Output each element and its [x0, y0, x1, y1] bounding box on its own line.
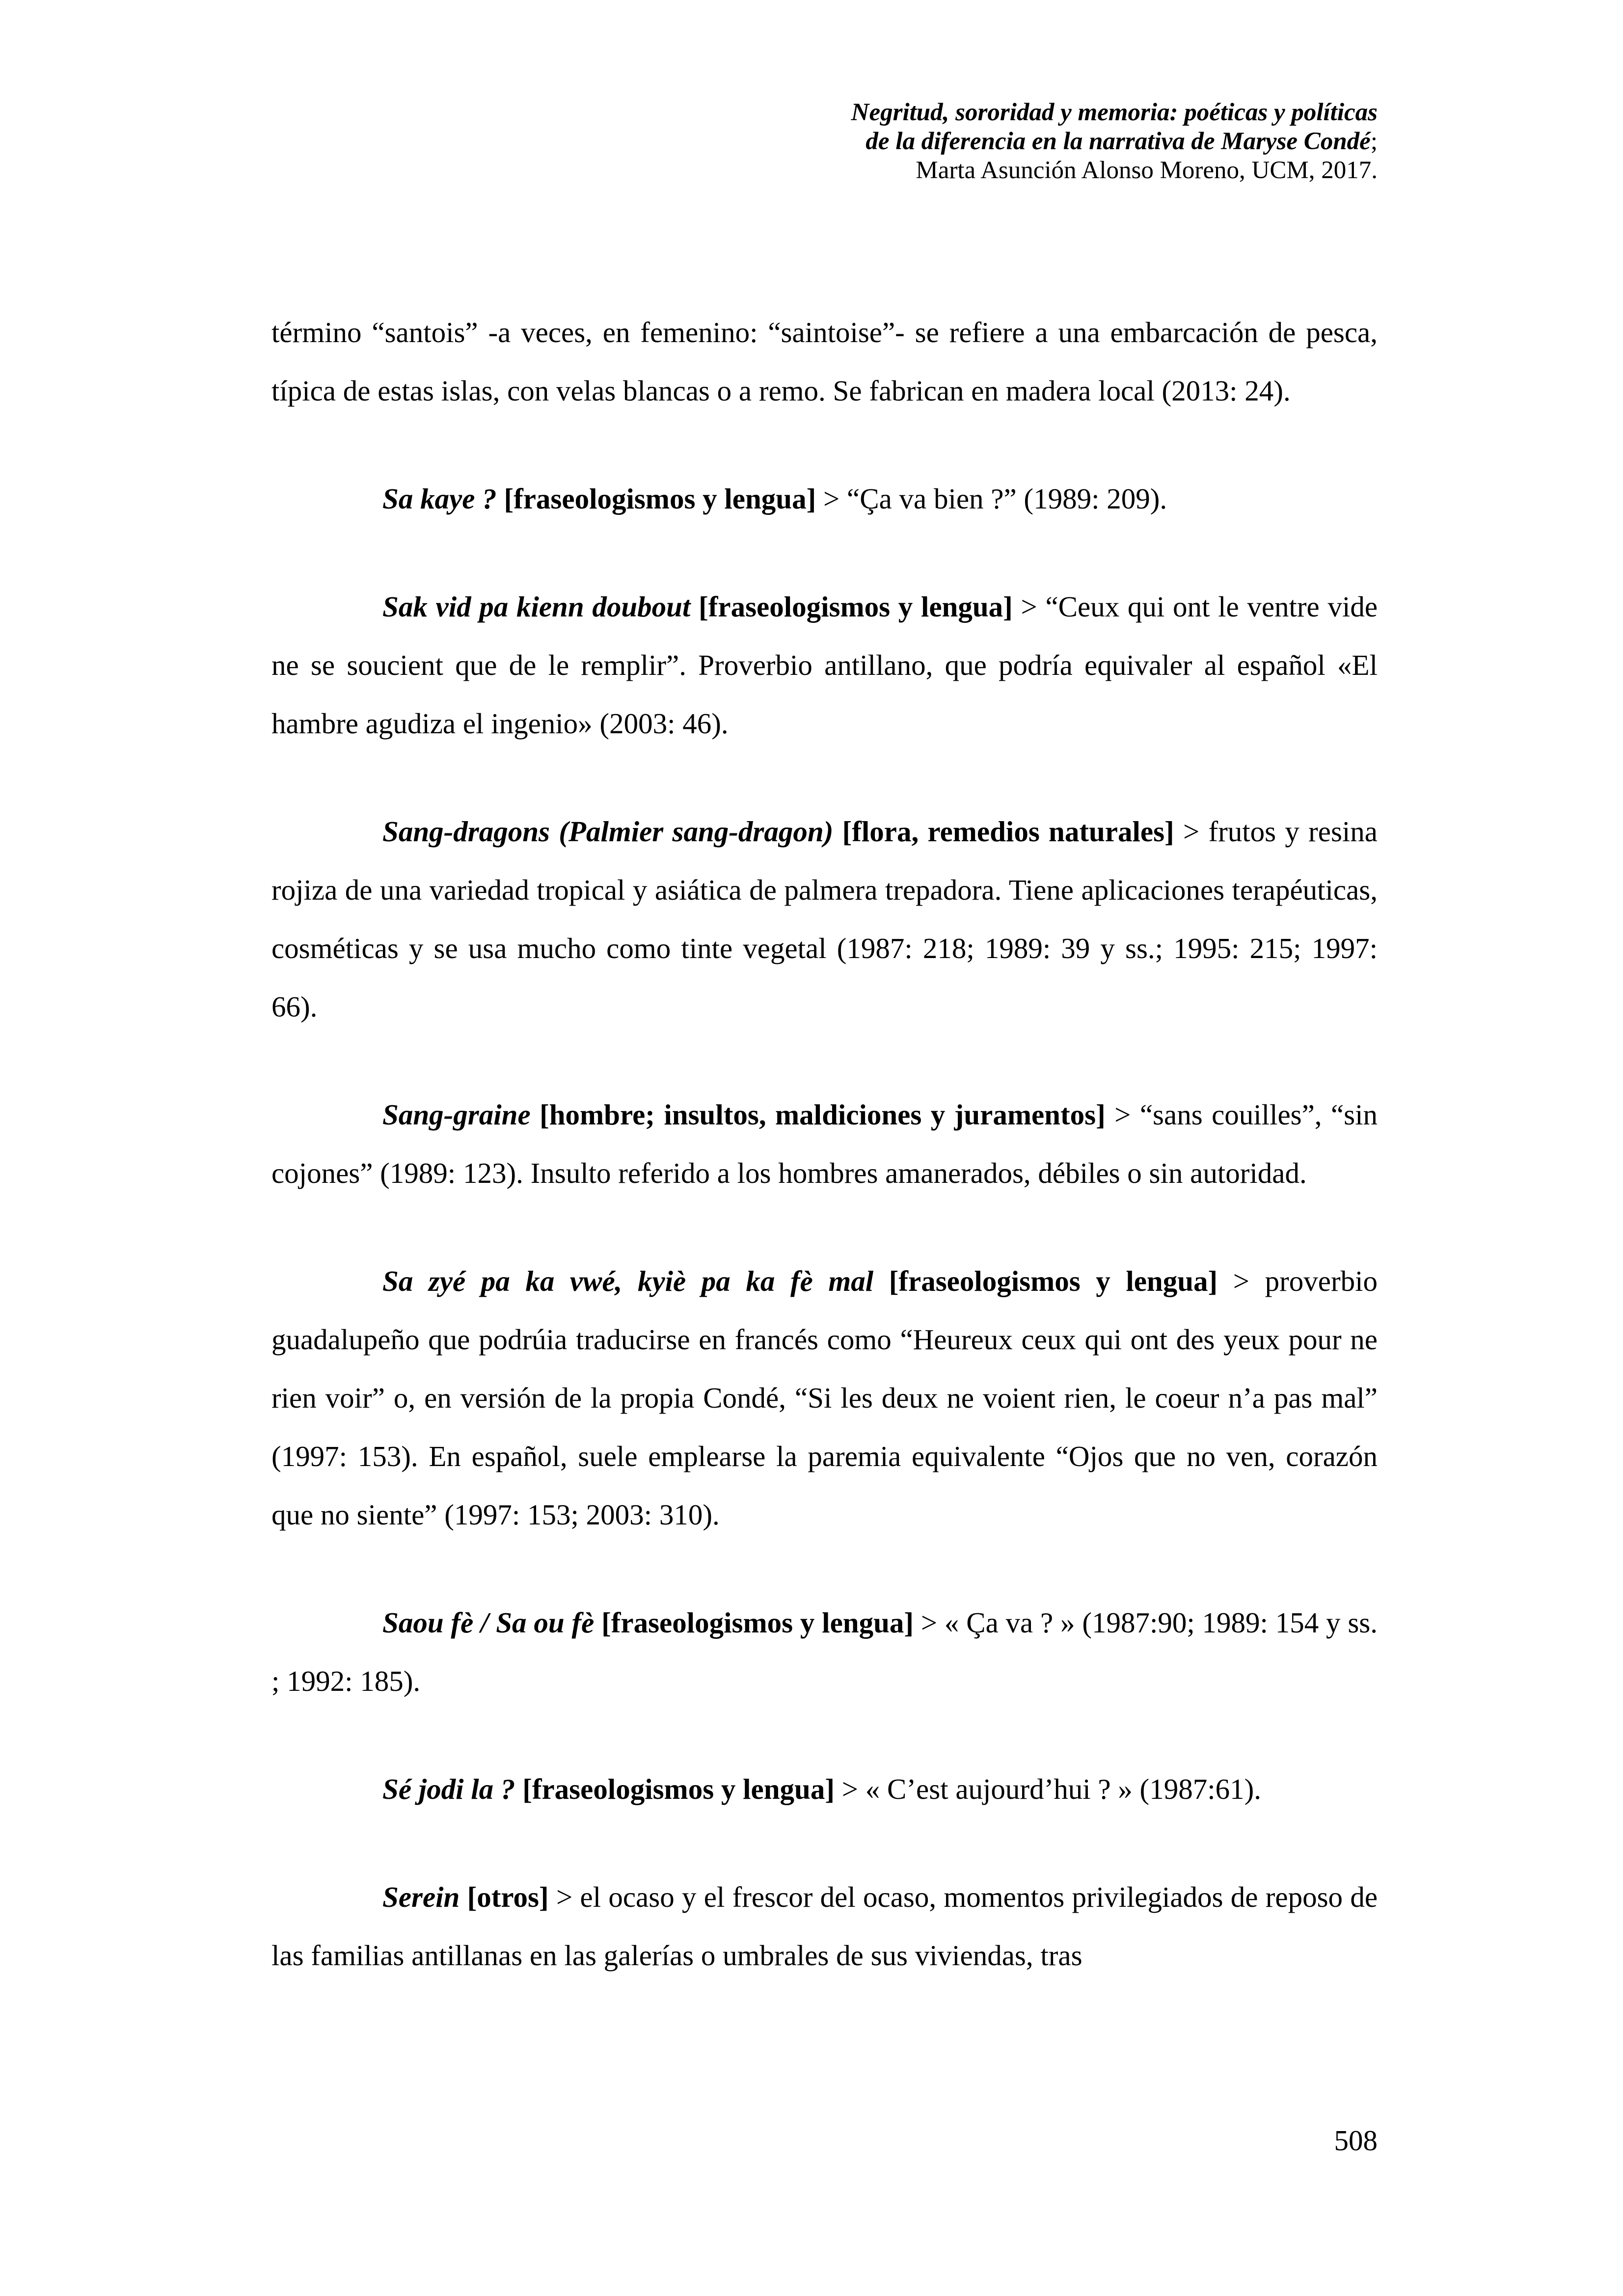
entry-category: [fraseologismos y lengua]	[601, 1606, 914, 1639]
glossary-entry	[271, 1594, 1378, 1710]
glossary-entry	[271, 1086, 1378, 1202]
running-header	[851, 98, 1378, 185]
entry-definition: > proverbio guadalupeño que podrúia traducirse en francés como “Heureux ceux qui ont des yeux pour ne rien voir” o, en versión de la propia Condé, “Si les deux ne voient rien, le coeur n’a pas mal” (1997: 153). En español, suele emplearse la paremia equivalente “Ojos que no ven, corazón que no siente” (1997: 153; 2003: 310).	[271, 1265, 1378, 1531]
entry-category: [fraseologismos y lengua]	[504, 482, 816, 515]
glossary-entry	[271, 802, 1378, 1036]
glossary-entry	[271, 1252, 1378, 1544]
entry-term: Serein	[382, 1881, 460, 1913]
entry-term: Sang-graine	[382, 1098, 531, 1131]
entry-category: [fraseologismos y lengua]	[699, 590, 1013, 623]
entry-definition: > “Ça va bien ?” (1989: 209).	[823, 482, 1167, 515]
header-title-line-1: Negritud, sororidad y memoria: poéticas y políticas	[851, 99, 1378, 126]
entry-definition: > « Ça va ? » (1987:90; 1989: 154 y ss. ; 1992: 185).	[271, 1606, 1378, 1697]
entry-category: [hombre; insultos, maldiciones y juramentos]	[540, 1098, 1106, 1131]
entry-definition: > frutos y resina rojiza de una variedad tropical y asiática de palmera trepadora. Tiene aplicaciones terapéuticas, cosméticas y se usa mucho como tinte vegetal (1987: 218; 1989: 39 y ss.; 1995: 215; 1997: 66).	[271, 815, 1378, 1023]
header-title-line-2-suffix: ;	[1370, 128, 1378, 155]
header-author-line: Marta Asunción Alonso Moreno, UCM, 2017.	[916, 157, 1378, 184]
entry-definition: > el ocaso y el frescor del ocaso, momentos privilegiados de reposo de las familias antillanas en las galerías o umbrales de sus viviendas, tras	[271, 1881, 1378, 1972]
entry-category: [flora, remedios naturales]	[842, 815, 1174, 848]
continuation-paragraph: término “santois” -a veces, en femenino: “saintoise”- se refiere a una embarcación de pesca, típica de estas islas, con velas blancas o a remo. Se fabrican en madera local (2013: 24).	[271, 316, 1378, 407]
glossary-body	[271, 303, 1378, 1985]
header-title-line-2-text: de la diferencia en la narrativa de Maryse Condé	[866, 128, 1371, 155]
entry-definition: > « C’est aujourd’hui ? » (1987:61).	[841, 1773, 1261, 1805]
glossary-entry	[271, 1760, 1378, 1818]
entry-term: Sa kaye ?	[382, 482, 497, 515]
glossary-entry	[271, 470, 1378, 528]
entry-definition: > “Ceux qui ont le ventre vide ne se soucient que de le remplir”. Proverbio antillano, que podría equivaler al español «El hambre agudiza el ingenio» (2003: 46).	[271, 590, 1378, 740]
entry-category: [fraseologismos y lengua]	[522, 1773, 835, 1805]
entry-term: Saou fè / Sa ou fè	[382, 1606, 595, 1639]
entry-term: Sa zyé pa ka vwé, kyiè pa ka fè mal	[382, 1265, 874, 1297]
page-number: 508	[1334, 2124, 1378, 2157]
entry-term: Sak vid pa kienn doubout	[382, 590, 691, 623]
glossary-entry	[271, 1868, 1378, 1985]
entry-category: [fraseologismos y lengua]	[889, 1265, 1218, 1297]
entry-category: [otros]	[467, 1881, 549, 1913]
entry-term: Sang-dragons (Palmier sang-dragon)	[382, 815, 834, 848]
glossary-entry	[271, 578, 1378, 753]
entry-definition: > “sans couilles”, “sin cojones” (1989: 123). Insulto referido a los hombres amanerados, débiles o sin autoridad.	[271, 1098, 1378, 1189]
entry-term: Sé jodi la ?	[382, 1773, 515, 1805]
header-title-line-2	[851, 127, 1378, 156]
